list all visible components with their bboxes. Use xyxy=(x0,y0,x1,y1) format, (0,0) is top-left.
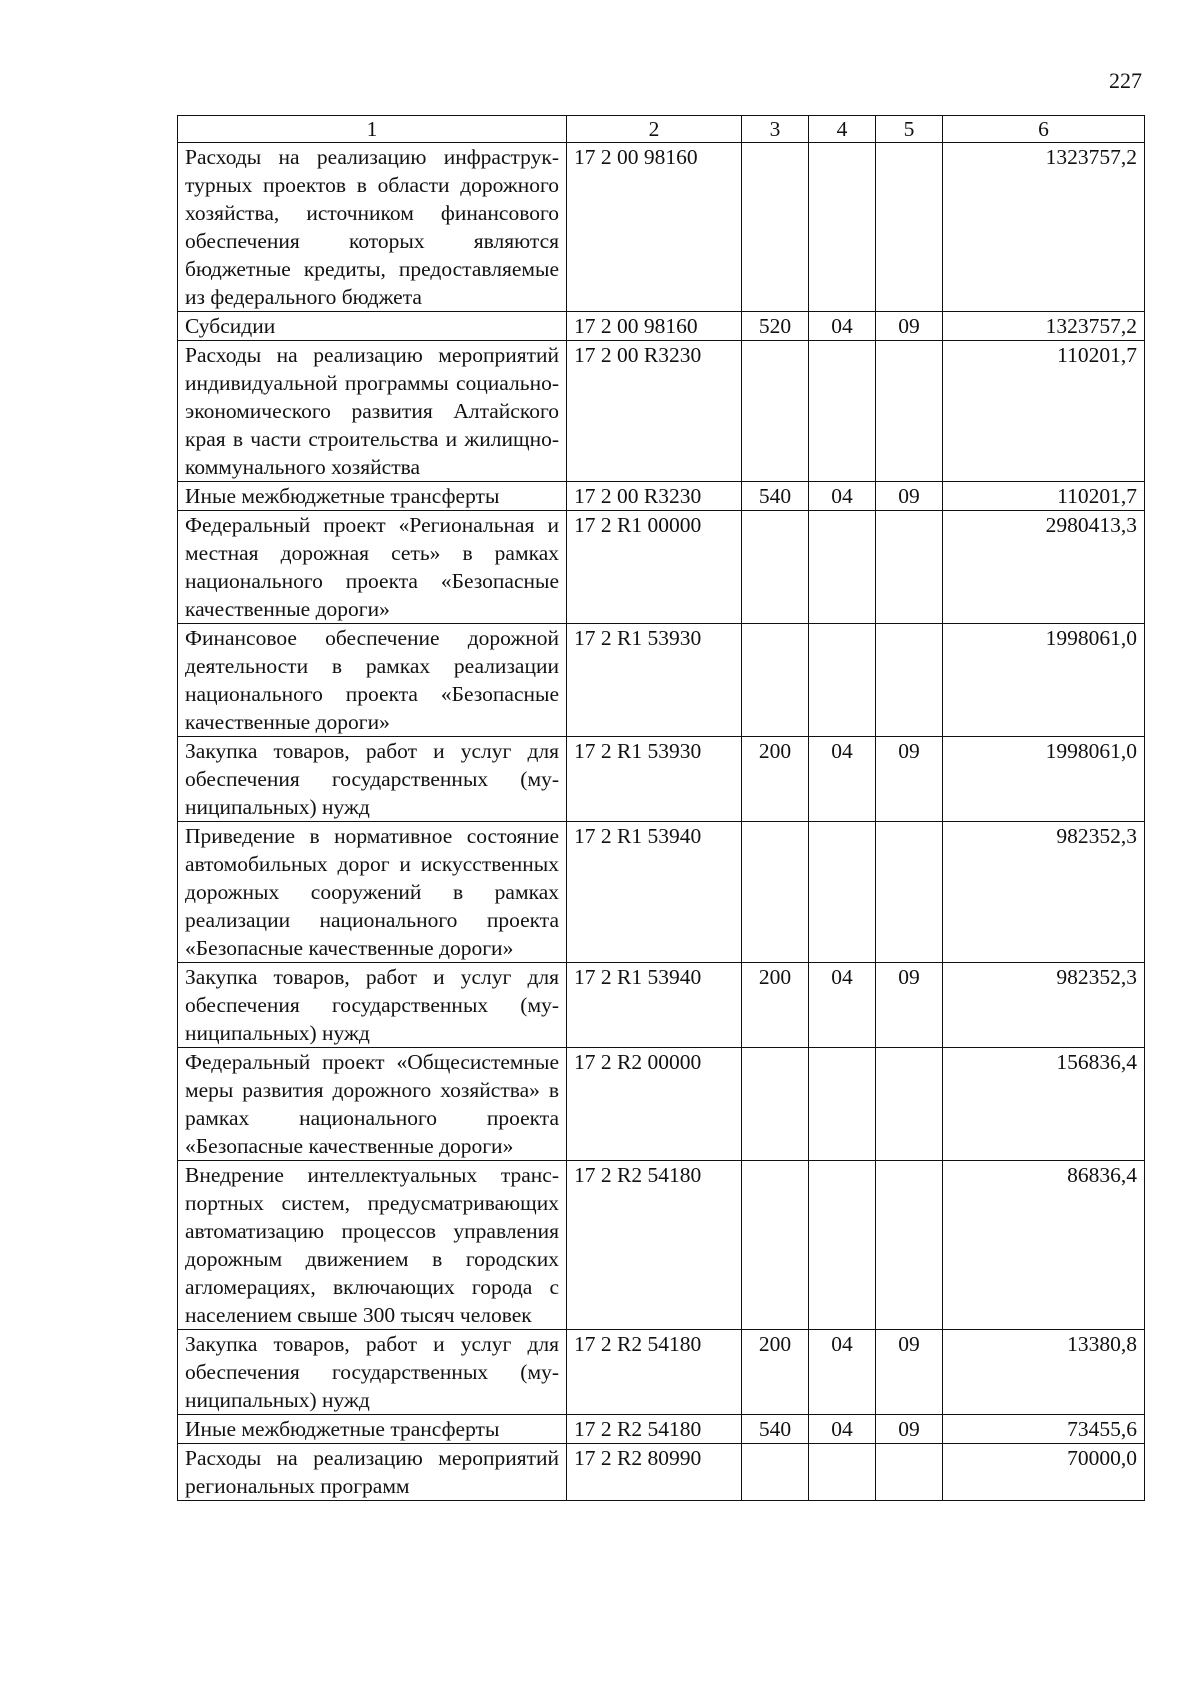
row-col-4: 04 xyxy=(809,482,876,511)
row-amount: 156836,4 xyxy=(943,1048,1145,1161)
row-col-5: 09 xyxy=(876,963,943,1048)
row-amount: 1323757,2 xyxy=(943,312,1145,341)
column-header-3: 3 xyxy=(742,116,809,143)
row-col-4 xyxy=(809,624,876,737)
row-col-3: 540 xyxy=(742,1415,809,1444)
table-row xyxy=(178,143,1145,312)
row-code: 17 2 R2 54180 xyxy=(567,1161,742,1330)
row-amount: 1323757,2 xyxy=(943,143,1145,312)
row-description: Расходы на реализацию мероприятий индивидуальной программы социально-экономического развития Алтайского края в части строительства и жилищно-коммунального хозяйства xyxy=(178,341,567,482)
table-row xyxy=(178,482,1145,511)
row-col-4: 04 xyxy=(809,963,876,1048)
row-col-3 xyxy=(742,143,809,312)
row-code: 17 2 R1 53930 xyxy=(567,737,742,822)
row-col-5: 09 xyxy=(876,737,943,822)
row-code: 17 2 R1 53930 xyxy=(567,624,742,737)
row-col-5 xyxy=(876,624,943,737)
row-col-5 xyxy=(876,822,943,963)
row-description: Расходы на реализацию инфраструктурных проектов в области дорожного хозяйства, источником финансового обеспечения которых являются бюджетные кредиты, предоставляемые из федерального бюджета xyxy=(178,143,567,312)
table-header xyxy=(178,116,1145,143)
row-col-3: 200 xyxy=(742,963,809,1048)
row-description: Субсидии xyxy=(178,312,567,341)
row-description: Федеральный проект «Региональная и местная дорожная сеть» в рамках национального проекта «Безопасные качественные дороги» xyxy=(178,511,567,624)
row-col-5: 09 xyxy=(876,1415,943,1444)
row-amount: 13380,8 xyxy=(943,1330,1145,1415)
row-col-3 xyxy=(742,1048,809,1161)
row-col-5 xyxy=(876,1161,943,1330)
row-col-5 xyxy=(876,1444,943,1501)
row-code: 17 2 R1 00000 xyxy=(567,511,742,624)
row-amount: 1998061,0 xyxy=(943,737,1145,822)
row-description: Федеральный проект «Общесистемные меры развития дорожного хозяйства» в рамках национального проекта «Безопасные качественные дороги» xyxy=(178,1048,567,1161)
table-row xyxy=(178,737,1145,822)
row-col-4: 04 xyxy=(809,312,876,341)
row-description: Финансовое обеспечение дорожной деятельности в рамках реализации национального проекта «Безопасные качественные дороги» xyxy=(178,624,567,737)
row-amount: 2980413,3 xyxy=(943,511,1145,624)
row-col-3 xyxy=(742,341,809,482)
row-description: Расходы на реализацию мероприятий региональных программ xyxy=(178,1444,567,1501)
budget-table xyxy=(177,115,1145,1501)
row-col-4 xyxy=(809,1161,876,1330)
row-col-3 xyxy=(742,511,809,624)
table-row xyxy=(178,1048,1145,1161)
row-code: 17 2 R2 54180 xyxy=(567,1330,742,1415)
row-description: Иные межбюджетные трансферты xyxy=(178,482,567,511)
row-col-4 xyxy=(809,1444,876,1501)
row-description: Закупка товаров, работ и услуг для обеспечения государственных (муниципальных) нужд xyxy=(178,737,567,822)
row-col-3 xyxy=(742,624,809,737)
table-row xyxy=(178,1330,1145,1415)
row-description: Внедрение интеллектуальных транспортных систем, предусматривающих автоматизацию процессов управления дорожным движением в городских агломерациях, включающих города с населением свыше 300 тысяч человек xyxy=(178,1161,567,1330)
column-header-1: 1 xyxy=(178,116,567,143)
row-col-3: 200 xyxy=(742,737,809,822)
row-col-4 xyxy=(809,511,876,624)
row-col-3: 540 xyxy=(742,482,809,511)
column-header-4: 4 xyxy=(809,116,876,143)
row-amount: 982352,3 xyxy=(943,963,1145,1048)
row-code: 17 2 R1 53940 xyxy=(567,822,742,963)
row-description: Закупка товаров, работ и услуг для обеспечения государственных (муниципальных) нужд xyxy=(178,963,567,1048)
row-col-4 xyxy=(809,143,876,312)
row-col-4 xyxy=(809,1048,876,1161)
row-col-3: 200 xyxy=(742,1330,809,1415)
column-header-5: 5 xyxy=(876,116,943,143)
row-col-5 xyxy=(876,143,943,312)
row-col-5 xyxy=(876,511,943,624)
row-amount: 86836,4 xyxy=(943,1161,1145,1330)
row-col-5 xyxy=(876,341,943,482)
row-col-5 xyxy=(876,1048,943,1161)
row-col-5: 09 xyxy=(876,312,943,341)
row-col-5: 09 xyxy=(876,482,943,511)
row-code: 17 2 R2 54180 xyxy=(567,1415,742,1444)
row-amount: 1998061,0 xyxy=(943,624,1145,737)
row-code: 17 2 00 R3230 xyxy=(567,482,742,511)
table-row xyxy=(178,822,1145,963)
row-col-4 xyxy=(809,341,876,482)
table-row xyxy=(178,963,1145,1048)
row-amount: 73455,6 xyxy=(943,1415,1145,1444)
table-row xyxy=(178,624,1145,737)
table-row xyxy=(178,1161,1145,1330)
row-amount: 110201,7 xyxy=(943,341,1145,482)
row-col-4 xyxy=(809,822,876,963)
row-code: 17 2 R1 53940 xyxy=(567,963,742,1048)
row-amount: 982352,3 xyxy=(943,822,1145,963)
row-col-3 xyxy=(742,822,809,963)
table-row xyxy=(178,1444,1145,1501)
row-code: 17 2 00 R3230 xyxy=(567,341,742,482)
column-header-6: 6 xyxy=(943,116,1145,143)
table-row xyxy=(178,1415,1145,1444)
row-description: Закупка товаров, работ и услуг для обеспечения государственных (муниципальных) нужд xyxy=(178,1330,567,1415)
row-code: 17 2 00 98160 xyxy=(567,143,742,312)
table-row xyxy=(178,312,1145,341)
column-header-2: 2 xyxy=(567,116,742,143)
row-description: Иные межбюджетные трансферты xyxy=(178,1415,567,1444)
header-row xyxy=(178,116,1145,143)
row-amount: 110201,7 xyxy=(943,482,1145,511)
page-number: 227 xyxy=(1109,68,1142,93)
row-col-4: 04 xyxy=(809,1415,876,1444)
row-col-4: 04 xyxy=(809,737,876,822)
row-amount: 70000,0 xyxy=(943,1444,1145,1501)
row-code: 17 2 R2 00000 xyxy=(567,1048,742,1161)
table-row xyxy=(178,511,1145,624)
row-description: Приведение в нормативное состояние автомобильных дорог и искусственных дорожных сооружений в рамках реализации национального проекта «Безопасные качественные дороги» xyxy=(178,822,567,963)
row-code: 17 2 00 98160 xyxy=(567,312,742,341)
row-col-3 xyxy=(742,1161,809,1330)
row-code: 17 2 R2 80990 xyxy=(567,1444,742,1501)
row-col-3: 520 xyxy=(742,312,809,341)
row-col-3 xyxy=(742,1444,809,1501)
table-row xyxy=(178,341,1145,482)
table-body xyxy=(178,143,1145,1501)
row-col-4: 04 xyxy=(809,1330,876,1415)
row-col-5: 09 xyxy=(876,1330,943,1415)
